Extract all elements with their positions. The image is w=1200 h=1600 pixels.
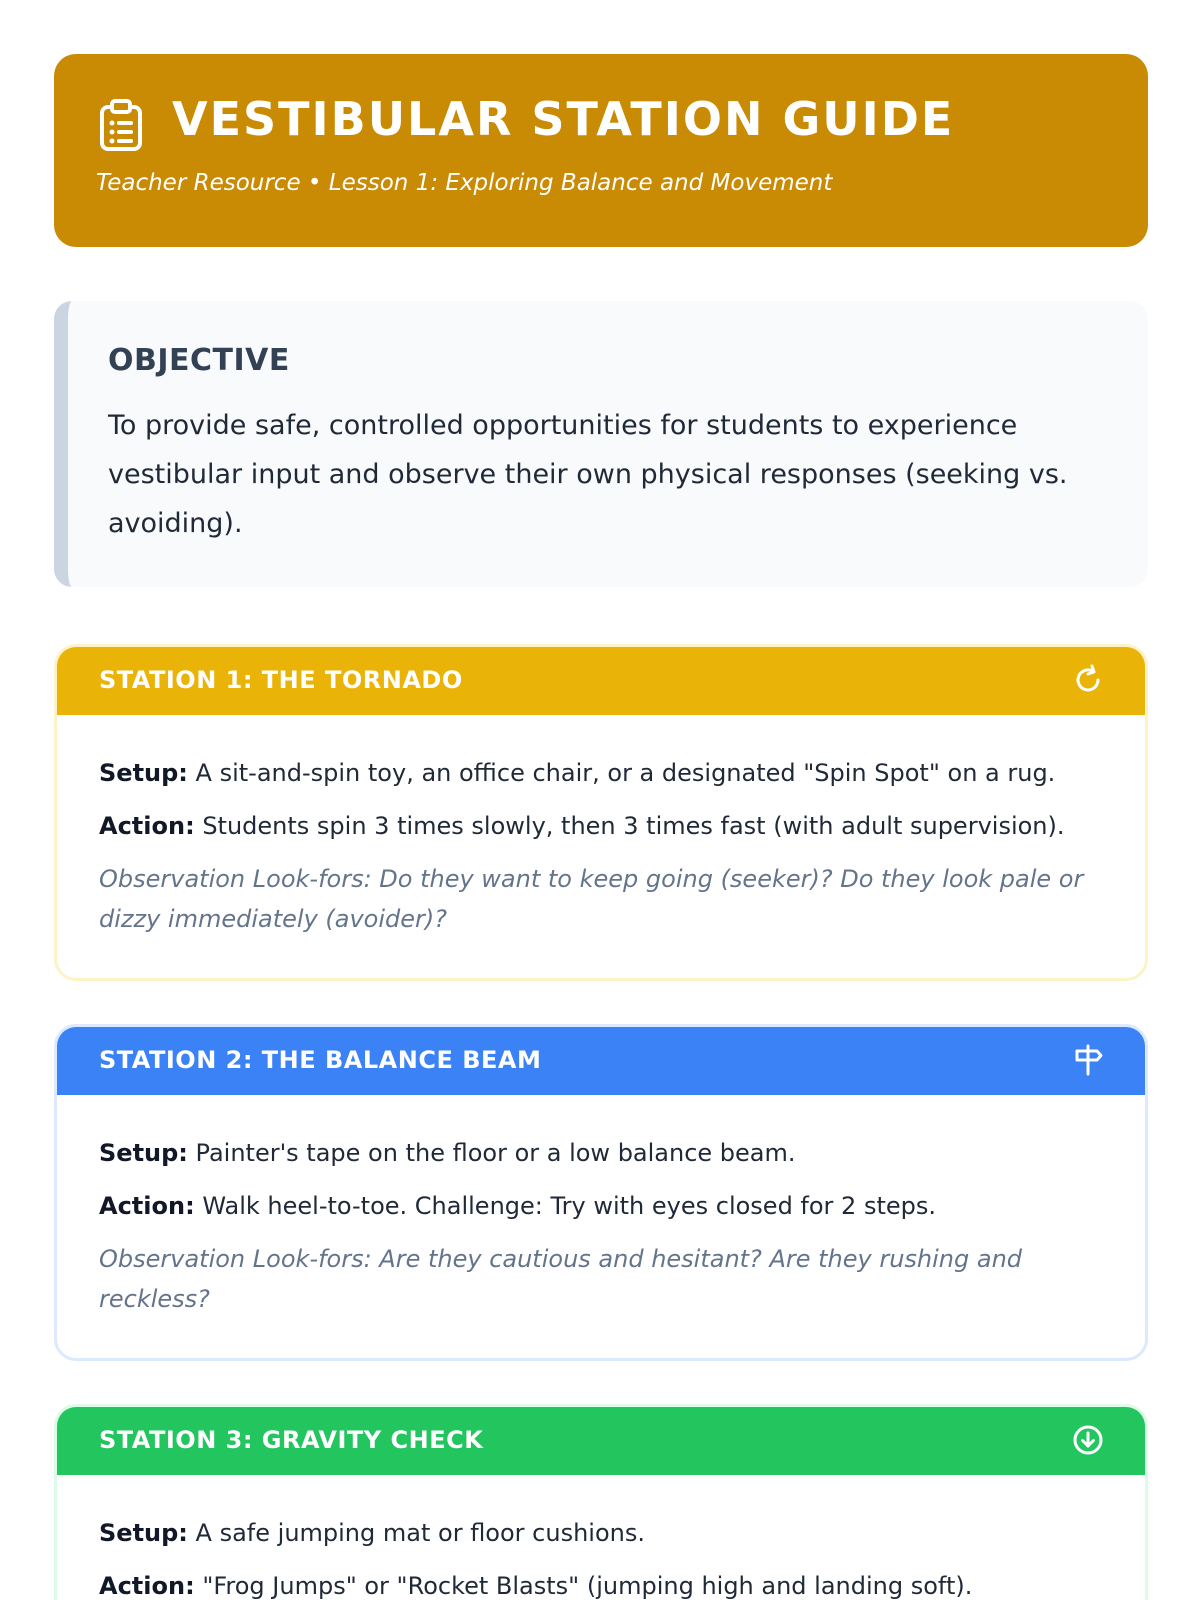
action-text: "Frog Jumps" or "Rocket Blasts" (jumping high and landing soft). [202,1572,973,1600]
station-body-3 [57,1475,1145,1600]
setup-label: Setup: [99,759,188,787]
objective-title: OBJECTIVE [108,343,290,378]
objective-text: To provide safe, controlled opportunities for students to experience vestibular input and observe their own physical responses (seeking vs. avoiding). [108,410,1068,539]
setup-text: Painter's tape on the floor or a low balance beam. [195,1139,796,1167]
setup-text: A safe jumping mat or floor cushions. [195,1519,645,1547]
station-card-1 [54,644,1148,981]
page-title: VESTIBULAR STATION GUIDE [172,92,955,146]
clipboard-list-icon [98,99,144,151]
station-title: STATION 2: THE BALANCE BEAM [99,1046,542,1074]
observation-text: Observation Look-fors: Do they want to keep going (seeker)? Do they look pale or dizzy immediately (avoider)? [99,865,1084,933]
setup-line [99,1133,1103,1173]
setup-line [99,1513,1103,1553]
rotate-arrow-icon [1071,663,1105,697]
station-card-3 [54,1404,1148,1600]
circle-arrow-down-icon [1071,1423,1105,1457]
action-line [99,1566,1103,1600]
action-line [99,1186,1103,1226]
action-text: Students spin 3 times slowly, then 3 times fast (with adult supervision). [202,812,1065,840]
station-header-1 [57,647,1145,715]
action-label: Action: [99,1192,195,1220]
signpost-icon [1071,1043,1105,1077]
action-label: Action: [99,812,195,840]
action-text: Walk heel-to-toe. Challenge: Try with eyes closed for 2 steps. [202,1192,936,1220]
station-body-2 [57,1095,1145,1319]
objective-panel [54,301,1148,587]
station-card-2 [54,1024,1148,1361]
station-body-1 [57,715,1145,939]
station-header-3 [57,1407,1145,1475]
station-title: STATION 1: THE TORNADO [99,666,463,694]
setup-line [99,753,1103,793]
action-label: Action: [99,1572,195,1600]
station-header-2 [57,1027,1145,1095]
action-line [99,806,1103,846]
observation-text: Observation Look-fors: Are they cautious and hesitant? Are they rushing and reckless? [99,1245,1023,1313]
page-subtitle: Teacher Resource • Lesson 1: Exploring Balance and Movement [96,170,833,196]
station-title: STATION 3: GRAVITY CHECK [99,1426,484,1454]
guide-header [54,54,1148,247]
setup-label: Setup: [99,1139,188,1167]
setup-text: A sit-and-spin toy, an office chair, or a designated "Spin Spot" on a rug. [195,759,1056,787]
setup-label: Setup: [99,1519,188,1547]
